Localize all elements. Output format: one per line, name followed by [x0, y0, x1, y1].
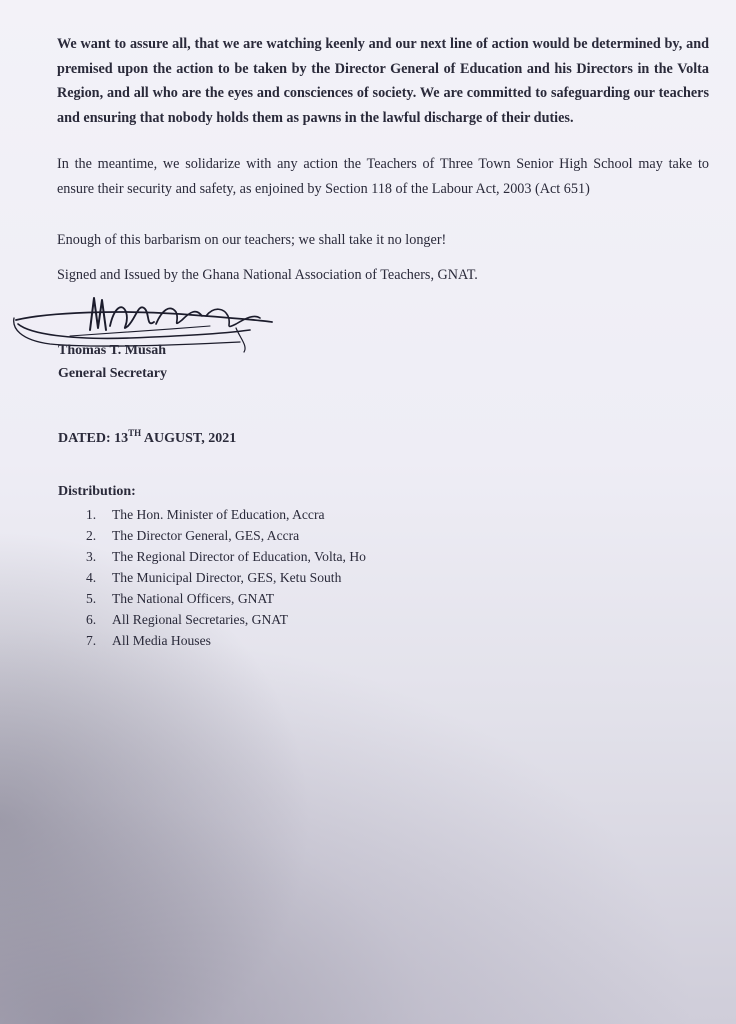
list-item-text: The Director General, GES, Accra [112, 528, 300, 543]
signatory-title: General Secretary [58, 366, 167, 381]
paragraph-enough: Enough of this barbarism on our teachers; we shall take it no longer! [57, 232, 447, 248]
paragraph-solidarity: In the meantime, we solidarize with any action the Teachers of Three Town Senior High School may take to ensure their security and safety, as enjoined by Section 118 of the Labour Act, 2003 (Act 651) [57, 156, 709, 197]
list-item-number: 1. [86, 507, 97, 522]
list-item-number: 3. [86, 549, 97, 564]
list-item-number: 7. [86, 633, 97, 648]
list-item [86, 504, 366, 525]
list-item [86, 567, 366, 588]
list-item-number: 5. [86, 591, 97, 606]
list-item-text: The Hon. Minister of Education, Accra [112, 507, 325, 522]
list-item [86, 588, 366, 609]
paragraph-assurance: We want to assure all, that we are watching keenly and our next line of action would be determined by, and premised upon the action to be taken by the Director General of Education and his Directors in the Volta Region, and all who are the eyes and consciences of society. We are committed to safeguarding our teachers and ensuring that nobody holds them as pawns in the lawful discharge of their duties. [57, 36, 709, 126]
date-ordinal: TH [128, 428, 142, 438]
list-item [86, 609, 366, 630]
list-item [86, 546, 366, 567]
list-item-number: 4. [86, 570, 97, 585]
list-item-text: All Media Houses [112, 633, 211, 648]
distribution-title: Distribution: [58, 484, 136, 499]
list-item-text: All Regional Secretaries, GNAT [112, 612, 288, 627]
list-item [86, 630, 366, 651]
signatory-name: Thomas T. Musah [58, 343, 167, 358]
list-item-text: The Municipal Director, GES, Ketu South [112, 570, 342, 585]
date-suffix: AUGUST, 2021 [141, 431, 237, 446]
list-item-text: The Regional Director of Education, Volta, Ho [112, 549, 366, 564]
list-item-number: 6. [86, 612, 97, 627]
distribution-list [86, 504, 366, 651]
list-item-text: The National Officers, GNAT [112, 591, 275, 606]
paragraph-signed-issued: Signed and Issued by the Ghana National Association of Teachers, GNAT. [57, 267, 478, 283]
list-item [86, 525, 366, 546]
date-line [58, 428, 236, 447]
date-prefix: DATED: 13 [58, 431, 129, 446]
list-item-number: 2. [86, 528, 97, 543]
